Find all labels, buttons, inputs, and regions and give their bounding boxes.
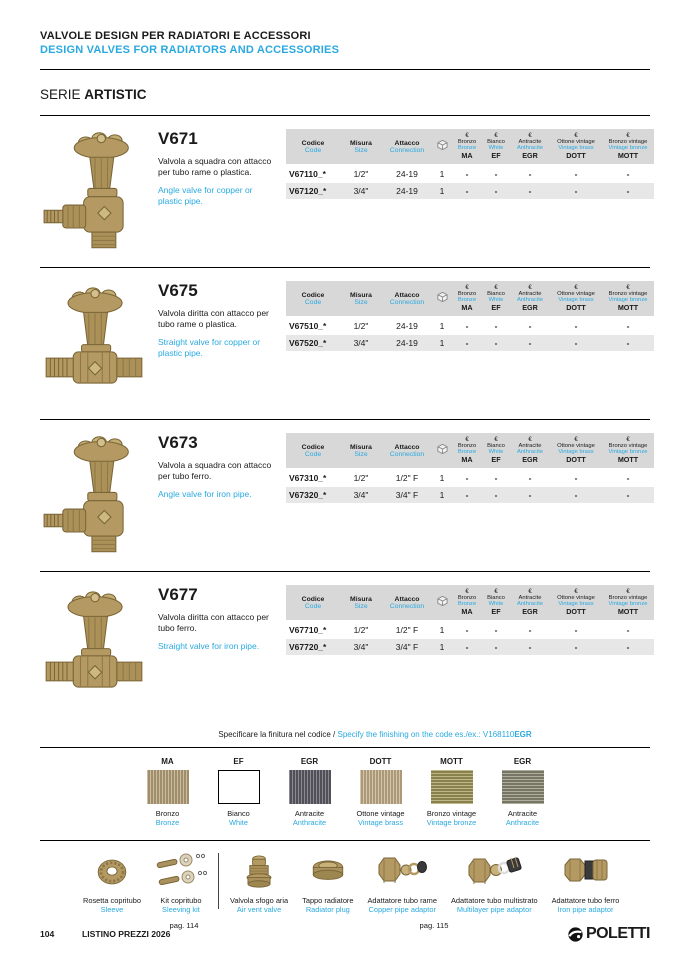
product-section bbox=[40, 571, 650, 723]
accessory-image bbox=[451, 851, 538, 893]
poletti-logo-icon bbox=[568, 927, 583, 942]
finish-swatch bbox=[360, 770, 402, 804]
column-header-connection: Attacco Connection bbox=[382, 433, 432, 469]
accessory-item bbox=[223, 851, 295, 914]
cell-price: - bbox=[482, 334, 510, 351]
accessory-name-english: Copper pipe adaptor bbox=[368, 905, 436, 914]
products bbox=[40, 115, 650, 723]
cell-price: - bbox=[550, 317, 602, 334]
product-section bbox=[40, 115, 650, 267]
cell-price: - bbox=[602, 182, 654, 199]
product-description-english: Straight valve for iron pipe. bbox=[158, 641, 260, 652]
cell-price: - bbox=[550, 165, 602, 182]
column-header-price-ef: € Bianco White EF bbox=[482, 129, 510, 165]
table-header-row bbox=[286, 281, 654, 317]
column-header-price-ma: € Bronzo Bronze MA bbox=[452, 585, 482, 621]
page-footer bbox=[40, 925, 650, 943]
sleeving-kit-icon bbox=[155, 852, 207, 892]
accessory-image bbox=[302, 851, 353, 893]
cell-code: V67320_* bbox=[286, 486, 340, 503]
finish-note-italian: Specificare la finitura nel codice / bbox=[218, 730, 338, 739]
product-title: V677 bbox=[158, 585, 198, 604]
cell-price: - bbox=[482, 486, 510, 503]
finish-swatch bbox=[431, 770, 473, 804]
cell-code: V67510_* bbox=[286, 317, 340, 334]
iron-pipe-adaptor-icon bbox=[561, 852, 611, 892]
product-title: V671 bbox=[158, 129, 198, 148]
column-header-price-mott: € Bronzo vintage Vintage bronze MOTT bbox=[602, 433, 654, 469]
product-section bbox=[40, 419, 650, 571]
price-list-label: LISTINO PREZZI 2026 bbox=[82, 929, 171, 939]
cell-price: - bbox=[550, 334, 602, 351]
product-description-italian: Valvola diritta con attacco per tubo ferro. bbox=[158, 612, 269, 634]
finish-note-english: Specify the finishing on the code es./ex.: V168110 bbox=[337, 730, 515, 739]
finish-name-italian: Bianco bbox=[227, 809, 250, 818]
cell-price: - bbox=[452, 182, 482, 199]
cell-quantity: 1 bbox=[432, 486, 452, 503]
package-icon bbox=[436, 291, 449, 303]
brand-name: POLETTI bbox=[585, 925, 650, 942]
page-title-italian: VALVOLE DESIGN PER RADIATORI E ACCESSORI bbox=[40, 30, 311, 42]
product-info bbox=[158, 585, 286, 723]
table-header-row bbox=[286, 433, 654, 469]
cell-price: - bbox=[602, 638, 654, 655]
cell-price: - bbox=[510, 182, 550, 199]
finish-name-italian: Antracite bbox=[294, 809, 325, 818]
column-header-size: Misura Size bbox=[340, 585, 382, 621]
accessory-image bbox=[83, 851, 141, 893]
product-info bbox=[158, 129, 286, 267]
package-icon bbox=[436, 139, 449, 151]
cell-size: 1/2" bbox=[340, 317, 382, 334]
package-icon bbox=[436, 595, 449, 607]
product-image bbox=[40, 585, 158, 723]
table-row bbox=[286, 317, 654, 334]
column-header-quantity bbox=[432, 281, 452, 317]
table-body bbox=[286, 317, 654, 351]
cell-price: - bbox=[452, 486, 482, 503]
table-row bbox=[286, 165, 654, 182]
cell-code: V67520_* bbox=[286, 334, 340, 351]
cell-price: - bbox=[602, 621, 654, 638]
straight-valve-image bbox=[42, 281, 146, 403]
finish-code: EF bbox=[233, 757, 244, 766]
series-heading bbox=[40, 87, 650, 102]
accessory-name-english: Sleeve bbox=[100, 905, 124, 914]
cell-price: - bbox=[452, 165, 482, 182]
package-icon bbox=[436, 443, 449, 455]
accessory-name-english: Radiator plug bbox=[305, 905, 350, 914]
accessory-name-english: Iron pipe adaptor bbox=[557, 905, 614, 914]
page-title-english: DESIGN VALVES FOR RADIATORS AND ACCESSORIES bbox=[40, 44, 340, 56]
series-label: SERIE bbox=[40, 87, 81, 102]
cell-quantity: 1 bbox=[432, 165, 452, 182]
cell-price: - bbox=[510, 469, 550, 486]
cell-size: 3/4" bbox=[340, 486, 382, 503]
finish-code: MOTT bbox=[440, 757, 463, 766]
accessory-item bbox=[76, 851, 148, 914]
column-header-price-dott: € Ottone vintage Vintage brass DOTT bbox=[550, 129, 602, 165]
finish-name-italian: Bronzo bbox=[155, 809, 180, 818]
column-header-price-egr: € Antracite Anthracite EGR bbox=[510, 281, 550, 317]
cell-price: - bbox=[510, 165, 550, 182]
column-header-size: Misura Size bbox=[340, 433, 382, 469]
finish-name-english: White bbox=[229, 818, 248, 827]
cell-price: - bbox=[452, 621, 482, 638]
rosette-icon bbox=[89, 852, 135, 892]
cell-price: - bbox=[550, 638, 602, 655]
accessory-item bbox=[444, 851, 545, 914]
price-table bbox=[286, 129, 654, 199]
table-row bbox=[286, 486, 654, 503]
page-reference-114: pag. 114 bbox=[169, 921, 199, 930]
column-header-price-mott: € Bronzo vintage Vintage bronze MOTT bbox=[602, 585, 654, 621]
cell-code: V67710_* bbox=[286, 621, 340, 638]
cell-quantity: 1 bbox=[432, 182, 452, 199]
cell-size: 1/2" bbox=[340, 621, 382, 638]
column-header-price-ef: € Bianco White EF bbox=[482, 281, 510, 317]
cell-quantity: 1 bbox=[432, 317, 452, 334]
accessory-item bbox=[295, 851, 360, 914]
cell-code: V67310_* bbox=[286, 469, 340, 486]
accessories-row bbox=[76, 851, 650, 914]
cell-connection: 24-19 bbox=[382, 182, 432, 199]
cell-quantity: 1 bbox=[432, 638, 452, 655]
accessory-image bbox=[552, 851, 620, 893]
product-info bbox=[158, 433, 286, 571]
straight-valve-image bbox=[42, 585, 146, 707]
product-image bbox=[40, 433, 158, 571]
cell-price: - bbox=[602, 334, 654, 351]
product-title: V673 bbox=[158, 433, 198, 452]
cell-code: V67110_* bbox=[286, 165, 340, 182]
accessory-name-italian: Rosetta copritubo bbox=[83, 896, 141, 905]
finish-name-english: Vintage bronze bbox=[426, 818, 477, 827]
column-header-price-ef: € Bianco White EF bbox=[482, 433, 510, 469]
column-header-price-ma: € Bronzo Bronze MA bbox=[452, 433, 482, 469]
cell-price: - bbox=[602, 469, 654, 486]
finish-option bbox=[492, 757, 554, 827]
page-reference-115: pag. 115 bbox=[419, 921, 449, 930]
brand-logo bbox=[568, 925, 650, 943]
product-title: V675 bbox=[158, 281, 198, 300]
accessory-name-italian: Adattatore tubo rame bbox=[367, 896, 437, 905]
product-description-english: Straight valve for copper or plastic pipe. bbox=[158, 337, 261, 359]
angle-valve-image bbox=[42, 433, 146, 555]
column-header-quantity bbox=[432, 433, 452, 469]
table-body bbox=[286, 469, 654, 503]
angle-valve-image bbox=[42, 129, 146, 251]
copper-pipe-adaptor-icon bbox=[376, 852, 428, 892]
column-header-price-dott: € Ottone vintage Vintage brass DOTT bbox=[550, 433, 602, 469]
accessory-item bbox=[148, 851, 214, 914]
cell-price: - bbox=[510, 621, 550, 638]
product-section bbox=[40, 267, 650, 419]
table-header-row bbox=[286, 129, 654, 165]
finish-swatch bbox=[147, 770, 189, 804]
cell-price: - bbox=[452, 317, 482, 334]
accessory-name-italian: Kit copritubo bbox=[160, 896, 202, 905]
finish-option bbox=[279, 757, 341, 827]
cell-connection: 24-19 bbox=[382, 317, 432, 334]
column-header-price-mott: € Bronzo vintage Vintage bronze MOTT bbox=[602, 281, 654, 317]
cell-quantity: 1 bbox=[432, 334, 452, 351]
price-table bbox=[286, 585, 654, 655]
product-description-english: Angle valve for iron pipe. bbox=[158, 489, 252, 500]
finish-name-italian: Antracite bbox=[507, 809, 538, 818]
table-body bbox=[286, 165, 654, 199]
cell-size: 3/4" bbox=[340, 182, 382, 199]
cell-size: 1/2" bbox=[340, 469, 382, 486]
table-row bbox=[286, 621, 654, 638]
cell-connection: 3/4" F bbox=[382, 486, 432, 503]
cell-connection: 3/4" F bbox=[382, 638, 432, 655]
cell-quantity: 1 bbox=[432, 621, 452, 638]
column-header-price-dott: € Ottone vintage Vintage brass DOTT bbox=[550, 281, 602, 317]
finish-swatch bbox=[502, 770, 544, 804]
column-header-size: Misura Size bbox=[340, 129, 382, 165]
accessory-item bbox=[545, 851, 627, 914]
cell-price: - bbox=[602, 165, 654, 182]
accessory-image bbox=[155, 851, 207, 893]
cell-price: - bbox=[482, 469, 510, 486]
finish-swatch bbox=[218, 770, 260, 804]
finish-code: EGR bbox=[513, 757, 532, 766]
cell-price: - bbox=[510, 317, 550, 334]
page-header bbox=[40, 30, 650, 56]
air-vent-valve-icon bbox=[236, 852, 282, 892]
cell-connection: 1/2" F bbox=[382, 621, 432, 638]
cell-quantity: 1 bbox=[432, 469, 452, 486]
header-divider bbox=[40, 69, 650, 70]
cell-price: - bbox=[482, 317, 510, 334]
column-header-price-ef: € Bianco White EF bbox=[482, 585, 510, 621]
cell-price: - bbox=[482, 165, 510, 182]
column-header-price-ma: € Bronzo Bronze MA bbox=[452, 129, 482, 165]
cell-price: - bbox=[510, 486, 550, 503]
product-image bbox=[40, 129, 158, 267]
radiator-plug-icon bbox=[305, 852, 351, 892]
cell-connection: 1/2" F bbox=[382, 469, 432, 486]
product-description-italian: Valvola a squadra con attacco per tubo rame o plastica. bbox=[158, 156, 272, 178]
cell-price: - bbox=[452, 638, 482, 655]
column-header-size: Misura Size bbox=[340, 281, 382, 317]
column-header-code: Codice Code bbox=[286, 433, 340, 469]
column-header-price-mott: € Bronzo vintage Vintage bronze MOTT bbox=[602, 129, 654, 165]
finish-code: DOTT bbox=[369, 757, 392, 766]
product-info bbox=[158, 281, 286, 419]
finish-option bbox=[350, 757, 412, 827]
finish-name-english: Vintage brass bbox=[357, 818, 404, 827]
cell-price: - bbox=[510, 334, 550, 351]
accessory-name-italian: Adattatore tubo ferro bbox=[551, 896, 620, 905]
finish-name-italian: Bronzo vintage bbox=[426, 809, 477, 818]
finish-name-italian: Ottone vintage bbox=[356, 809, 405, 818]
accessory-image bbox=[230, 851, 288, 893]
finish-name-english: Anthracite bbox=[505, 818, 540, 827]
finish-code: EGR bbox=[300, 757, 319, 766]
table-row bbox=[286, 638, 654, 655]
finish-option bbox=[421, 757, 483, 827]
product-description-italian: Valvola a squadra con attacco per tubo ferro. bbox=[158, 460, 272, 482]
multilayer-pipe-adaptor-icon bbox=[466, 852, 522, 892]
accessories-section bbox=[40, 841, 650, 936]
accessory-name-italian: Tappo radiatore bbox=[302, 896, 354, 905]
cell-price: - bbox=[602, 486, 654, 503]
accessory-name-english: Sleeving kit bbox=[162, 905, 200, 914]
column-header-connection: Attacco Connection bbox=[382, 281, 432, 317]
cell-price: - bbox=[550, 469, 602, 486]
finish-note-code: EGR bbox=[514, 730, 532, 739]
finish-swatch bbox=[289, 770, 331, 804]
cell-price: - bbox=[510, 638, 550, 655]
accessory-name-italian: Valvola sfogo aria bbox=[229, 896, 289, 905]
page-number: 104 bbox=[40, 929, 55, 939]
price-table bbox=[286, 281, 654, 351]
finish-option bbox=[208, 757, 270, 827]
product-description-italian: Valvola diritta con attacco per tubo rame o plastica. bbox=[158, 308, 269, 330]
finish-option bbox=[137, 757, 199, 827]
cell-size: 1/2" bbox=[340, 165, 382, 182]
cell-price: - bbox=[452, 469, 482, 486]
column-header-connection: Attacco Connection bbox=[382, 585, 432, 621]
cell-price: - bbox=[482, 182, 510, 199]
cell-price: - bbox=[550, 182, 602, 199]
cell-connection: 24-19 bbox=[382, 165, 432, 182]
cell-price: - bbox=[550, 621, 602, 638]
finish-name-english: Bronze bbox=[155, 818, 180, 827]
cell-price: - bbox=[452, 334, 482, 351]
table-row bbox=[286, 334, 654, 351]
accessory-item bbox=[361, 851, 444, 914]
table-header-row bbox=[286, 585, 654, 621]
column-header-code: Codice Code bbox=[286, 281, 340, 317]
column-header-price-ma: € Bronzo Bronze MA bbox=[452, 281, 482, 317]
cell-connection: 24-19 bbox=[382, 334, 432, 351]
column-header-quantity bbox=[432, 585, 452, 621]
finishes-legend bbox=[40, 748, 650, 841]
product-image bbox=[40, 281, 158, 419]
price-table bbox=[286, 433, 654, 503]
column-header-connection: Attacco Connection bbox=[382, 129, 432, 165]
accessory-name-english: Air vent valve bbox=[236, 905, 282, 914]
table-row bbox=[286, 182, 654, 199]
column-header-price-egr: € Antracite Anthracite EGR bbox=[510, 129, 550, 165]
cell-price: - bbox=[482, 638, 510, 655]
table-body bbox=[286, 621, 654, 655]
cell-price: - bbox=[482, 621, 510, 638]
cell-price: - bbox=[550, 486, 602, 503]
finish-code: MA bbox=[161, 757, 174, 766]
cell-price: - bbox=[602, 317, 654, 334]
finish-note bbox=[40, 723, 650, 748]
accessory-name-italian: Adattatore tubo multistrato bbox=[450, 896, 538, 905]
cell-size: 3/4" bbox=[340, 334, 382, 351]
cell-code: V67120_* bbox=[286, 182, 340, 199]
finish-name-english: Anthracite bbox=[292, 818, 327, 827]
series-name: ARTISTIC bbox=[84, 87, 147, 102]
column-header-price-egr: € Antracite Anthracite EGR bbox=[510, 433, 550, 469]
table-row bbox=[286, 469, 654, 486]
cell-size: 3/4" bbox=[340, 638, 382, 655]
accessory-image bbox=[368, 851, 437, 893]
accessory-name-english: Multilayer pipe adaptor bbox=[456, 905, 532, 914]
column-header-code: Codice Code bbox=[286, 585, 340, 621]
cell-code: V67720_* bbox=[286, 638, 340, 655]
column-header-code: Codice Code bbox=[286, 129, 340, 165]
accessories-divider bbox=[218, 853, 219, 909]
column-header-quantity bbox=[432, 129, 452, 165]
column-header-price-dott: € Ottone vintage Vintage brass DOTT bbox=[550, 585, 602, 621]
column-header-price-egr: € Antracite Anthracite EGR bbox=[510, 585, 550, 621]
product-description-english: Angle valve for copper or plastic pipe. bbox=[158, 185, 253, 207]
